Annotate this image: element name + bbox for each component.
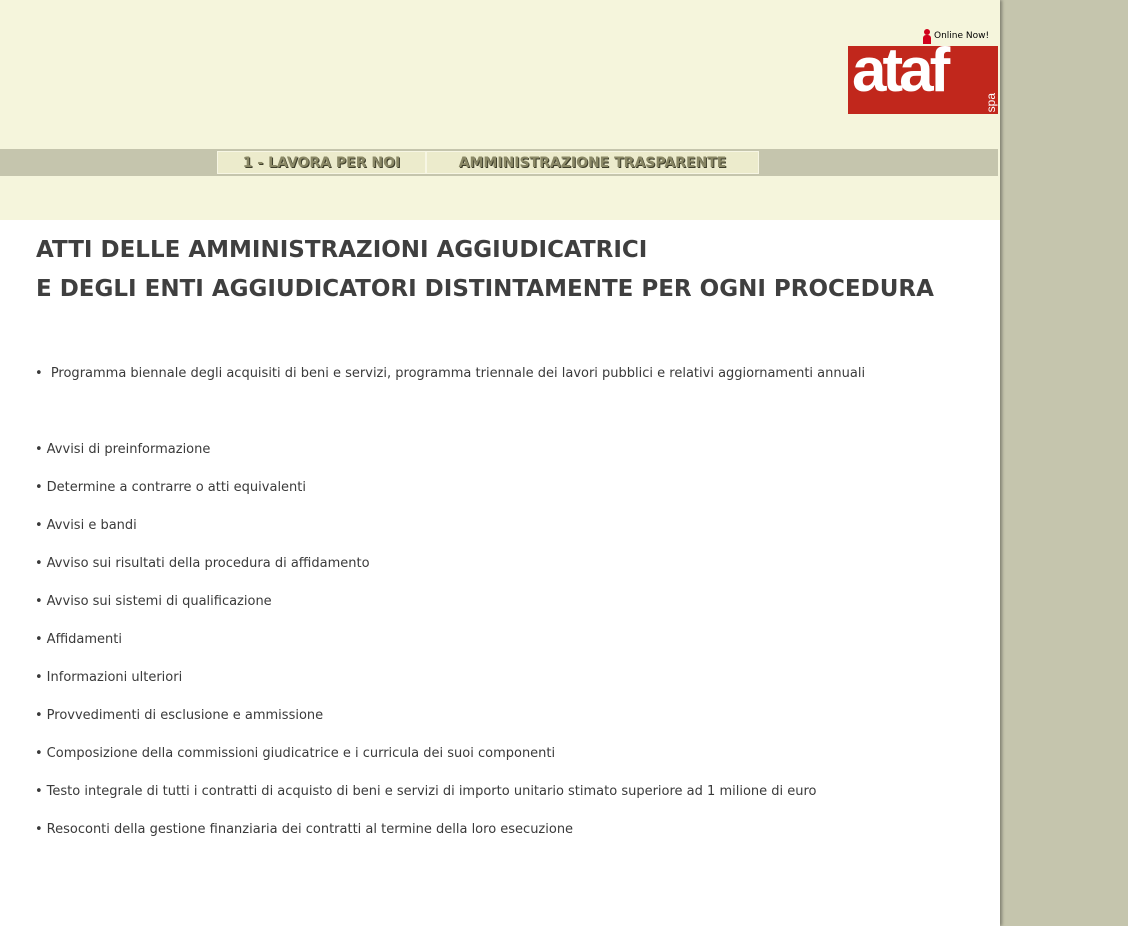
list-item[interactable] — [35, 670, 182, 685]
list-item[interactable] — [35, 632, 122, 647]
list-item-label: Informazioni ulteriori — [46, 670, 183, 685]
list-item[interactable] — [35, 708, 323, 723]
list-item[interactable] — [35, 594, 272, 609]
logo-main-text: ataf — [852, 46, 947, 105]
list-item-label: Determine a contrarre o atti equivalenti — [46, 480, 306, 495]
bullet: • — [35, 632, 43, 647]
list-item-label: Composizione della commissioni giudicatrice e i curricula dei suoi componenti — [46, 746, 556, 761]
online-now-indicator[interactable] — [922, 28, 989, 44]
bullet: • — [35, 442, 43, 457]
list-item-label: Avviso sui risultati della procedura di affidamento — [46, 556, 370, 571]
nav-tab-lavora-per-noi[interactable]: 1 - LAVORA PER NOI — [217, 151, 426, 174]
bullet: • — [35, 670, 43, 685]
list-item-label: Avvisi di preinformazione — [46, 442, 211, 457]
list-item-programma[interactable] — [35, 366, 865, 381]
bullet: • — [35, 746, 43, 761]
list-item[interactable] — [35, 822, 573, 837]
page-title-line-2: E DEGLI ENTI AGGIUDICATORI DISTINTAMENTE PER OGNI PROCEDURA — [36, 276, 934, 302]
list-item[interactable] — [35, 746, 555, 761]
logo-suffix-text: spa — [984, 92, 998, 112]
bullet: • — [35, 784, 43, 799]
list-item-label: Affidamenti — [46, 632, 122, 647]
bullet: • — [35, 556, 43, 571]
bullet: • — [35, 480, 43, 495]
person-icon — [922, 29, 932, 44]
ataf-logo[interactable] — [848, 46, 998, 114]
list-item-label: Testo integrale di tutti i contratti di acquisto di beni e servizi di importo unitario stimato superiore ad 1 milione di euro — [46, 784, 817, 799]
header — [0, 0, 1000, 220]
list-item[interactable] — [35, 480, 306, 495]
bullet: • — [35, 518, 43, 533]
page-title-line-1: ATTI DELLE AMMINISTRAZIONI AGGIUDICATRICI — [36, 237, 648, 263]
list-item[interactable] — [35, 784, 817, 799]
nav-tab-amministrazione-trasparente[interactable]: AMMINISTRAZIONE TRASPARENTE — [426, 151, 759, 174]
online-now-label: Online Now! — [934, 31, 990, 41]
bullet: • — [35, 366, 43, 381]
bullet: • — [35, 594, 43, 609]
list-item-label: Resoconti della gestione finanziaria dei contratti al termine della loro esecuzione — [46, 822, 574, 837]
list-item-label: Avviso sui sistemi di qualificazione — [46, 594, 272, 609]
list-item-label: Avvisi e bandi — [46, 518, 137, 533]
list-item[interactable] — [35, 442, 210, 457]
nav-bar — [0, 149, 998, 176]
bullet: • — [35, 708, 43, 723]
list-item-label: Programma biennale degli acquisiti di beni e servizi, programma triennale dei lavori pubblici e relativi aggiornamenti annuali — [50, 366, 866, 381]
list-item-label: Provvedimenti di esclusione e ammissione — [46, 708, 324, 723]
bullet: • — [35, 822, 43, 837]
list-item[interactable] — [35, 518, 137, 533]
list-item[interactable] — [35, 556, 370, 571]
